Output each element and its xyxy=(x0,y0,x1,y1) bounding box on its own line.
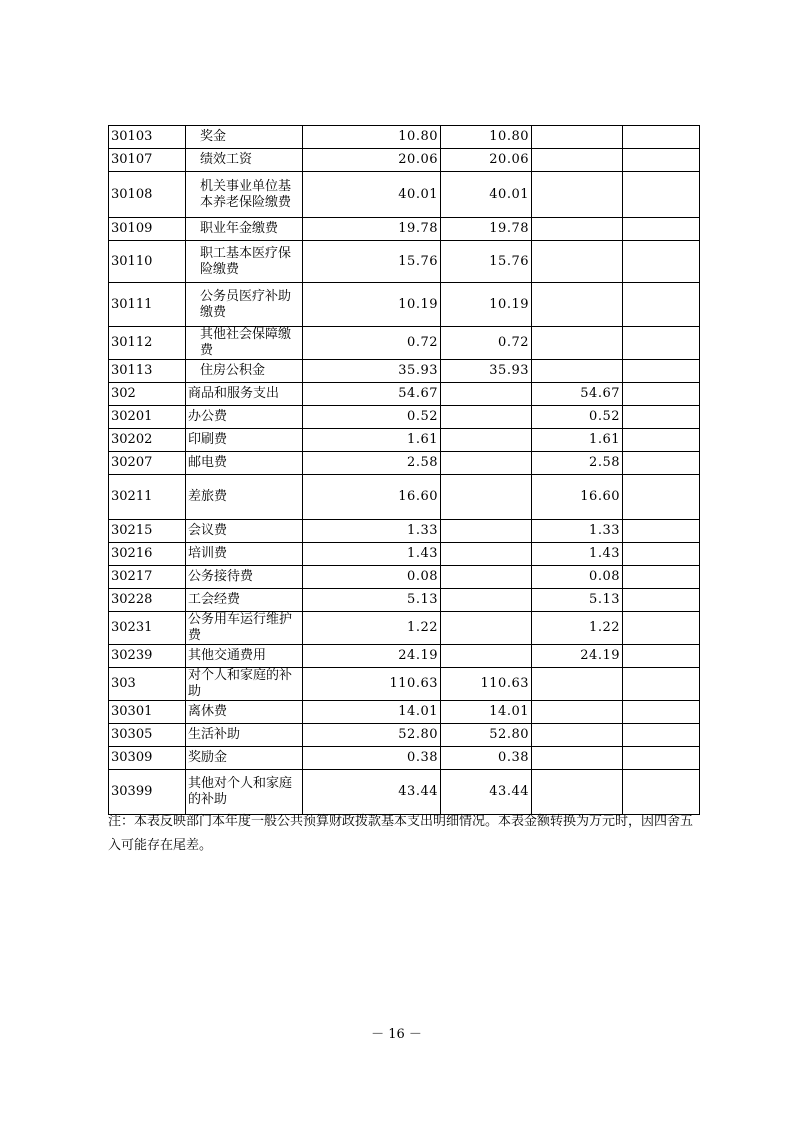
row-personnel-cell: 10.80 xyxy=(441,126,532,149)
row-total-cell: 43.44 xyxy=(303,770,441,815)
row-code-cell: 30113 xyxy=(109,360,186,383)
table-row xyxy=(109,218,700,241)
row-public-cell xyxy=(532,126,623,149)
row-personnel-cell: 0.72 xyxy=(441,327,532,360)
row-code-cell: 30228 xyxy=(109,589,186,612)
row-total-cell: 5.13 xyxy=(303,589,441,612)
row-code-cell: 30309 xyxy=(109,747,186,770)
row-total-cell: 1.22 xyxy=(303,612,441,645)
row-name-cell: 职工基本医疗保险缴费 xyxy=(186,241,303,283)
table-row xyxy=(109,406,700,429)
row-public-cell xyxy=(532,724,623,747)
row-code-cell: 30201 xyxy=(109,406,186,429)
row-empty-cell xyxy=(623,241,700,283)
row-code-cell: 303 xyxy=(109,668,186,701)
row-total-cell: 52.80 xyxy=(303,724,441,747)
row-public-cell xyxy=(532,149,623,172)
row-personnel-cell xyxy=(441,383,532,406)
row-code-cell: 30202 xyxy=(109,429,186,452)
table-row xyxy=(109,543,700,566)
row-public-cell xyxy=(532,668,623,701)
row-name-cell: 其他社会保障缴费 xyxy=(186,327,303,360)
row-name-cell: 绩效工资 xyxy=(186,149,303,172)
table-row xyxy=(109,383,700,406)
table-row xyxy=(109,241,700,283)
table-row xyxy=(109,429,700,452)
row-empty-cell xyxy=(623,172,700,218)
row-total-cell: 0.08 xyxy=(303,566,441,589)
row-empty-cell xyxy=(623,612,700,645)
row-personnel-cell xyxy=(441,566,532,589)
row-code-cell: 30109 xyxy=(109,218,186,241)
row-public-cell xyxy=(532,747,623,770)
row-name-cell: 对个人和家庭的补助 xyxy=(186,668,303,701)
row-total-cell: 10.80 xyxy=(303,126,441,149)
table-row xyxy=(109,172,700,218)
row-personnel-cell xyxy=(441,543,532,566)
row-public-cell: 16.60 xyxy=(532,475,623,520)
row-personnel-cell: 0.38 xyxy=(441,747,532,770)
row-empty-cell xyxy=(623,149,700,172)
row-empty-cell xyxy=(623,383,700,406)
row-total-cell: 110.63 xyxy=(303,668,441,701)
row-total-cell: 1.43 xyxy=(303,543,441,566)
row-personnel-cell: 20.06 xyxy=(441,149,532,172)
row-public-cell: 1.43 xyxy=(532,543,623,566)
row-personnel-cell xyxy=(441,452,532,475)
row-empty-cell xyxy=(623,770,700,815)
row-name-cell: 住房公积金 xyxy=(186,360,303,383)
row-code-cell: 30103 xyxy=(109,126,186,149)
row-public-cell xyxy=(532,770,623,815)
row-code-cell: 30110 xyxy=(109,241,186,283)
row-total-cell: 1.61 xyxy=(303,429,441,452)
row-total-cell: 20.06 xyxy=(303,149,441,172)
row-public-cell xyxy=(532,172,623,218)
row-personnel-cell: 15.76 xyxy=(441,241,532,283)
row-empty-cell xyxy=(623,406,700,429)
row-personnel-cell xyxy=(441,406,532,429)
row-personnel-cell xyxy=(441,645,532,668)
page-number: － 16 － xyxy=(371,1027,422,1042)
row-code-cell: 30207 xyxy=(109,452,186,475)
row-empty-cell xyxy=(623,724,700,747)
row-public-cell: 2.58 xyxy=(532,452,623,475)
row-total-cell: 16.60 xyxy=(303,475,441,520)
row-public-cell xyxy=(532,283,623,327)
row-name-cell: 公务用车运行维护费 xyxy=(186,612,303,645)
table-row xyxy=(109,149,700,172)
row-code-cell: 302 xyxy=(109,383,186,406)
row-total-cell: 24.19 xyxy=(303,645,441,668)
row-total-cell: 19.78 xyxy=(303,218,441,241)
row-empty-cell xyxy=(623,645,700,668)
table-footnote: 注：本表反映部门本年度一般公共预算财政拨款基本支出明细情况。本表金额转换为万元时，因四舍五入可能存在尾差。 xyxy=(108,814,694,853)
row-empty-cell xyxy=(623,327,700,360)
row-total-cell: 14.01 xyxy=(303,701,441,724)
row-code-cell: 30399 xyxy=(109,770,186,815)
row-personnel-cell: 110.63 xyxy=(441,668,532,701)
row-total-cell: 0.38 xyxy=(303,747,441,770)
row-code-cell: 30231 xyxy=(109,612,186,645)
table-row xyxy=(109,668,700,701)
row-name-cell: 商品和服务支出 xyxy=(186,383,303,406)
row-name-cell: 印刷费 xyxy=(186,429,303,452)
row-name-cell: 职业年金缴费 xyxy=(186,218,303,241)
row-public-cell xyxy=(532,360,623,383)
row-empty-cell xyxy=(623,475,700,520)
table-row xyxy=(109,126,700,149)
row-public-cell xyxy=(532,241,623,283)
table-row xyxy=(109,589,700,612)
row-empty-cell xyxy=(623,747,700,770)
row-personnel-cell xyxy=(441,475,532,520)
table-row xyxy=(109,566,700,589)
row-personnel-cell: 43.44 xyxy=(441,770,532,815)
row-personnel-cell xyxy=(441,520,532,543)
row-total-cell: 54.67 xyxy=(303,383,441,406)
table-body xyxy=(109,126,700,815)
row-personnel-cell: 10.19 xyxy=(441,283,532,327)
row-name-cell: 机关事业单位基本养老保险缴费 xyxy=(186,172,303,218)
row-public-cell: 1.33 xyxy=(532,520,623,543)
row-code-cell: 30108 xyxy=(109,172,186,218)
row-code-cell: 30112 xyxy=(109,327,186,360)
table-row xyxy=(109,327,700,360)
row-empty-cell xyxy=(623,429,700,452)
table-row xyxy=(109,770,700,815)
row-total-cell: 0.72 xyxy=(303,327,441,360)
row-public-cell xyxy=(532,701,623,724)
row-name-cell: 培训费 xyxy=(186,543,303,566)
row-code-cell: 30305 xyxy=(109,724,186,747)
table-row xyxy=(109,612,700,645)
row-name-cell: 工会经费 xyxy=(186,589,303,612)
row-empty-cell xyxy=(623,701,700,724)
table-row xyxy=(109,452,700,475)
table-row xyxy=(109,724,700,747)
row-name-cell: 公务接待费 xyxy=(186,566,303,589)
row-code-cell: 30239 xyxy=(109,645,186,668)
row-public-cell: 1.61 xyxy=(532,429,623,452)
row-public-cell: 1.22 xyxy=(532,612,623,645)
row-total-cell: 2.58 xyxy=(303,452,441,475)
row-public-cell xyxy=(532,218,623,241)
row-name-cell: 奖励金 xyxy=(186,747,303,770)
table-row xyxy=(109,701,700,724)
row-personnel-cell xyxy=(441,589,532,612)
row-total-cell: 1.33 xyxy=(303,520,441,543)
row-total-cell: 35.93 xyxy=(303,360,441,383)
row-code-cell: 30217 xyxy=(109,566,186,589)
row-name-cell: 其他交通费用 xyxy=(186,645,303,668)
row-public-cell: 54.67 xyxy=(532,383,623,406)
row-empty-cell xyxy=(623,360,700,383)
row-name-cell: 生活补助 xyxy=(186,724,303,747)
row-personnel-cell: 40.01 xyxy=(441,172,532,218)
row-name-cell: 差旅费 xyxy=(186,475,303,520)
row-public-cell: 0.52 xyxy=(532,406,623,429)
row-name-cell: 公务员医疗补助缴费 xyxy=(186,283,303,327)
row-empty-cell xyxy=(623,543,700,566)
table-row xyxy=(109,475,700,520)
row-empty-cell xyxy=(623,283,700,327)
row-empty-cell xyxy=(623,520,700,543)
table-row xyxy=(109,747,700,770)
row-personnel-cell: 14.01 xyxy=(441,701,532,724)
row-code-cell: 30107 xyxy=(109,149,186,172)
row-name-cell: 其他对个人和家庭的补助 xyxy=(186,770,303,815)
table-row xyxy=(109,360,700,383)
row-public-cell xyxy=(532,327,623,360)
row-personnel-cell: 35.93 xyxy=(441,360,532,383)
row-empty-cell xyxy=(623,126,700,149)
row-name-cell: 奖金 xyxy=(186,126,303,149)
row-name-cell: 邮电费 xyxy=(186,452,303,475)
row-empty-cell xyxy=(623,668,700,701)
row-name-cell: 办公费 xyxy=(186,406,303,429)
row-total-cell: 40.01 xyxy=(303,172,441,218)
table-row xyxy=(109,645,700,668)
row-total-cell: 0.52 xyxy=(303,406,441,429)
row-public-cell: 5.13 xyxy=(532,589,623,612)
row-total-cell: 10.19 xyxy=(303,283,441,327)
row-code-cell: 30216 xyxy=(109,543,186,566)
row-public-cell: 24.19 xyxy=(532,645,623,668)
row-name-cell: 会议费 xyxy=(186,520,303,543)
row-code-cell: 30301 xyxy=(109,701,186,724)
row-personnel-cell xyxy=(441,612,532,645)
row-personnel-cell: 52.80 xyxy=(441,724,532,747)
row-public-cell: 0.08 xyxy=(532,566,623,589)
row-personnel-cell xyxy=(441,429,532,452)
row-total-cell: 15.76 xyxy=(303,241,441,283)
expenditure-detail-table xyxy=(108,125,700,815)
table-row xyxy=(109,283,700,327)
row-empty-cell xyxy=(623,218,700,241)
row-code-cell: 30111 xyxy=(109,283,186,327)
row-name-cell: 离休费 xyxy=(186,701,303,724)
row-code-cell: 30211 xyxy=(109,475,186,520)
row-empty-cell xyxy=(623,452,700,475)
row-empty-cell xyxy=(623,589,700,612)
table-row xyxy=(109,520,700,543)
row-personnel-cell: 19.78 xyxy=(441,218,532,241)
row-code-cell: 30215 xyxy=(109,520,186,543)
row-empty-cell xyxy=(623,566,700,589)
